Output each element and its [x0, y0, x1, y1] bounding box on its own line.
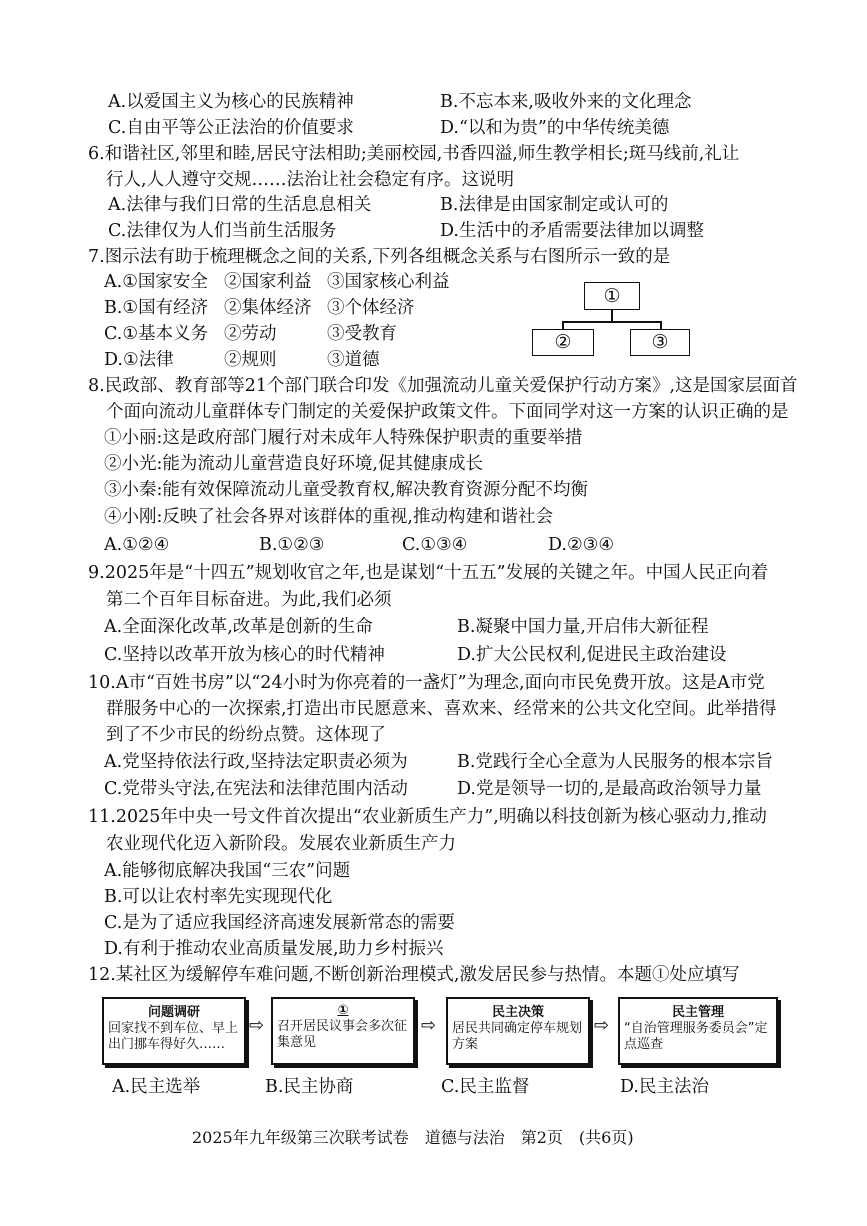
flow-step-content: 居民共同确定停车规划方案 — [452, 1021, 583, 1052]
q7-option-b-1: B.①国有经济 — [104, 298, 209, 318]
q11-option-c: C.是为了适应我国经济高速发展新常态的需要 — [104, 913, 455, 933]
q11-option-d: D.有利于推动农业高质量发展,助力乡村振兴 — [104, 939, 444, 959]
q6-option-a: A.法律与我们日常的生活息息相关 — [108, 195, 372, 215]
q7-option-b-2: ②集体经济 — [224, 298, 312, 318]
arrow-right-icon: ⇨ — [421, 1015, 437, 1036]
q8-option-b: B.①②③ — [259, 535, 325, 555]
q9-stem-line2: 第二个百年目标奋进。为此,我们必须 — [106, 590, 392, 610]
q8-stem-line1: 8.民政部、教育部等21个部门联合印发《加强流动儿童关爱保护行动方案》,这是国家层面首 — [88, 376, 798, 396]
page-footer: 2025年九年级第三次联考试卷 道德与法治 第2页 (共6页) — [192, 1128, 634, 1147]
arrow-right-icon: ⇨ — [249, 1015, 265, 1036]
q7-option-d-3: ③道德 — [327, 350, 380, 370]
flow-step-1 — [102, 997, 246, 1065]
arrow-right-icon: ⇨ — [594, 1015, 610, 1036]
q10-stem-line1: 10.A市“百姓书房”以“24小时为你亮着的一盏灯”为理念,面向市民免费开放。这是A市党 — [88, 673, 765, 693]
q12-stem: 12.某社区为缓解停车难问题,不断创新治理模式,激发居民参与热情。本题①处应填写 — [88, 965, 740, 985]
q11-option-a: A.能够彻底解决我国“三农”问题 — [104, 861, 351, 881]
q8-stem-line2: 个面向流动儿童群体专门制定的关爱保护政策文件。下面同学对这一方案的认识正确的是 — [106, 402, 789, 422]
q8-option-c: C.①③④ — [402, 535, 468, 555]
flow-step-content: 召开居民议事会多次征集意见 — [277, 1019, 408, 1050]
q9-option-b: B.凝聚中国力量,开启伟大新征程 — [457, 617, 709, 637]
q11-option-b: B.可以让农村率先实现现代化 — [104, 887, 333, 907]
flow-step-title: ① — [337, 1003, 349, 1018]
q12-option-b: B.民主协商 — [265, 1077, 354, 1097]
flow-step-content: 回家找不到车位、早上出门挪车得好久…… — [108, 1021, 239, 1052]
q5-option-b: B.不忘本来,吸收外来的文化理念 — [440, 92, 692, 112]
q7-option-c-1: C.①基本义务 — [104, 324, 209, 344]
q12-option-a: A.民主选举 — [112, 1077, 201, 1097]
q11-stem-line1: 11.2025年中央一号文件首次提出“农业新质生产力”,明确以科技创新为核心驱动力,推动 — [88, 807, 767, 827]
q8-statement-4: ④小刚:反映了社会各界对该群体的重视,推动构建和谐社会 — [104, 507, 553, 527]
q9-option-c: C.坚持以改革开放为核心的时代精神 — [104, 645, 385, 665]
diagram-node-3: ③ — [630, 329, 690, 356]
q8-statement-1: ①小丽:这是政府部门履行对未成年人特殊保护职责的重要举措 — [104, 428, 583, 448]
flow-step-3 — [446, 997, 590, 1065]
q11-stem-line2: 农业现代化迈入新阶段。发展农业新质生产力 — [106, 834, 456, 854]
q10-option-a: A.党坚持依法行政,坚持法定职责必须为 — [104, 752, 408, 772]
flow-step-4 — [618, 997, 778, 1065]
q7-option-a-1: A.①国家安全 — [104, 272, 208, 292]
q7-option-a-2: ②国家利益 — [224, 272, 312, 292]
q9-option-d: D.扩大公民权利,促进民主政治建设 — [457, 645, 727, 665]
diagram-connector — [562, 321, 661, 323]
q6-option-d: D.生活中的矛盾需要法律加以调整 — [440, 221, 704, 241]
diagram-connector — [660, 321, 662, 329]
flow-step-2 — [271, 997, 415, 1065]
q6-stem-line1: 6.和谐社区,邻里和睦,居民守法相助;美丽校园,书香四溢,师生教学相长;斑马线前,礼让 — [88, 144, 740, 164]
flow-step-content: “自治管理服务委员会”定点巡查 — [624, 1021, 768, 1052]
q7-stem: 7.图示法有助于梳理概念之间的关系,下列各组概念关系与右图所示一致的是 — [88, 247, 671, 267]
q6-stem-line2: 行人,人人遵守交规……法治让社会稳定有序。这说明 — [106, 170, 515, 190]
flow-step-title: 民主管理 — [671, 1005, 724, 1020]
q5-option-c: C.自由平等公正法治的价值要求 — [108, 118, 354, 138]
q6-option-c: C.法律仅为人们当前生活服务 — [108, 221, 337, 241]
flow-step-title: 问题调研 — [147, 1005, 200, 1020]
q5-option-a: A.以爱国主义为核心的民族精神 — [108, 92, 354, 112]
q7-option-c-3: ③受教育 — [327, 324, 397, 344]
q8-statement-2: ②小光:能为流动儿童营造良好环境,促其健康成长 — [104, 454, 483, 474]
q10-stem-line2: 群服务中心的一次探索,打造出市民愿意来、喜欢来、经常来的公共文化空间。此举措得 — [106, 699, 777, 719]
q7-option-a-3: ③国家核心利益 — [327, 272, 450, 292]
q10-stem-line3: 到了不少市民的纷纷点赞。这体现了 — [106, 725, 386, 745]
q10-option-d: D.党是领导一切的,是最高政治领导力量 — [457, 779, 762, 799]
q6-option-b: B.法律是由国家制定或认可的 — [440, 195, 669, 215]
q10-option-b: B.党践行全心全意为人民服务的根本宗旨 — [457, 752, 773, 772]
q12-option-c: C.民主监督 — [441, 1077, 530, 1097]
q7-option-c-2: ②劳动 — [224, 324, 277, 344]
diagram-connector — [562, 321, 564, 329]
diagram-node-2: ② — [532, 329, 594, 356]
diagram-node-1: ① — [584, 282, 640, 310]
q7-option-d-1: D.①法律 — [104, 350, 174, 370]
flow-step-title: 民主决策 — [491, 1005, 544, 1020]
q9-option-a: A.全面深化改革,改革是创新的生命 — [104, 617, 373, 637]
q5-option-d: D.“以和为贵”的中华传统美德 — [440, 118, 670, 138]
q8-statement-3: ③小秦:能有效保障流动儿童受教育权,解决教育资源分配不均衡 — [104, 480, 588, 500]
q10-option-c: C.党带头守法,在宪法和法律范围内活动 — [104, 779, 408, 799]
q8-option-a: A.①②④ — [104, 535, 170, 555]
q7-option-b-3: ③个体经济 — [327, 298, 415, 318]
q9-stem-line1: 9.2025年是“十四五”规划收官之年,也是谋划“十五五”发展的关键之年。中国人民正向着 — [88, 563, 769, 583]
q8-option-d: D.②③④ — [548, 535, 615, 555]
q7-option-d-2: ②规则 — [224, 350, 277, 370]
q12-option-d: D.民主法治 — [620, 1077, 709, 1097]
